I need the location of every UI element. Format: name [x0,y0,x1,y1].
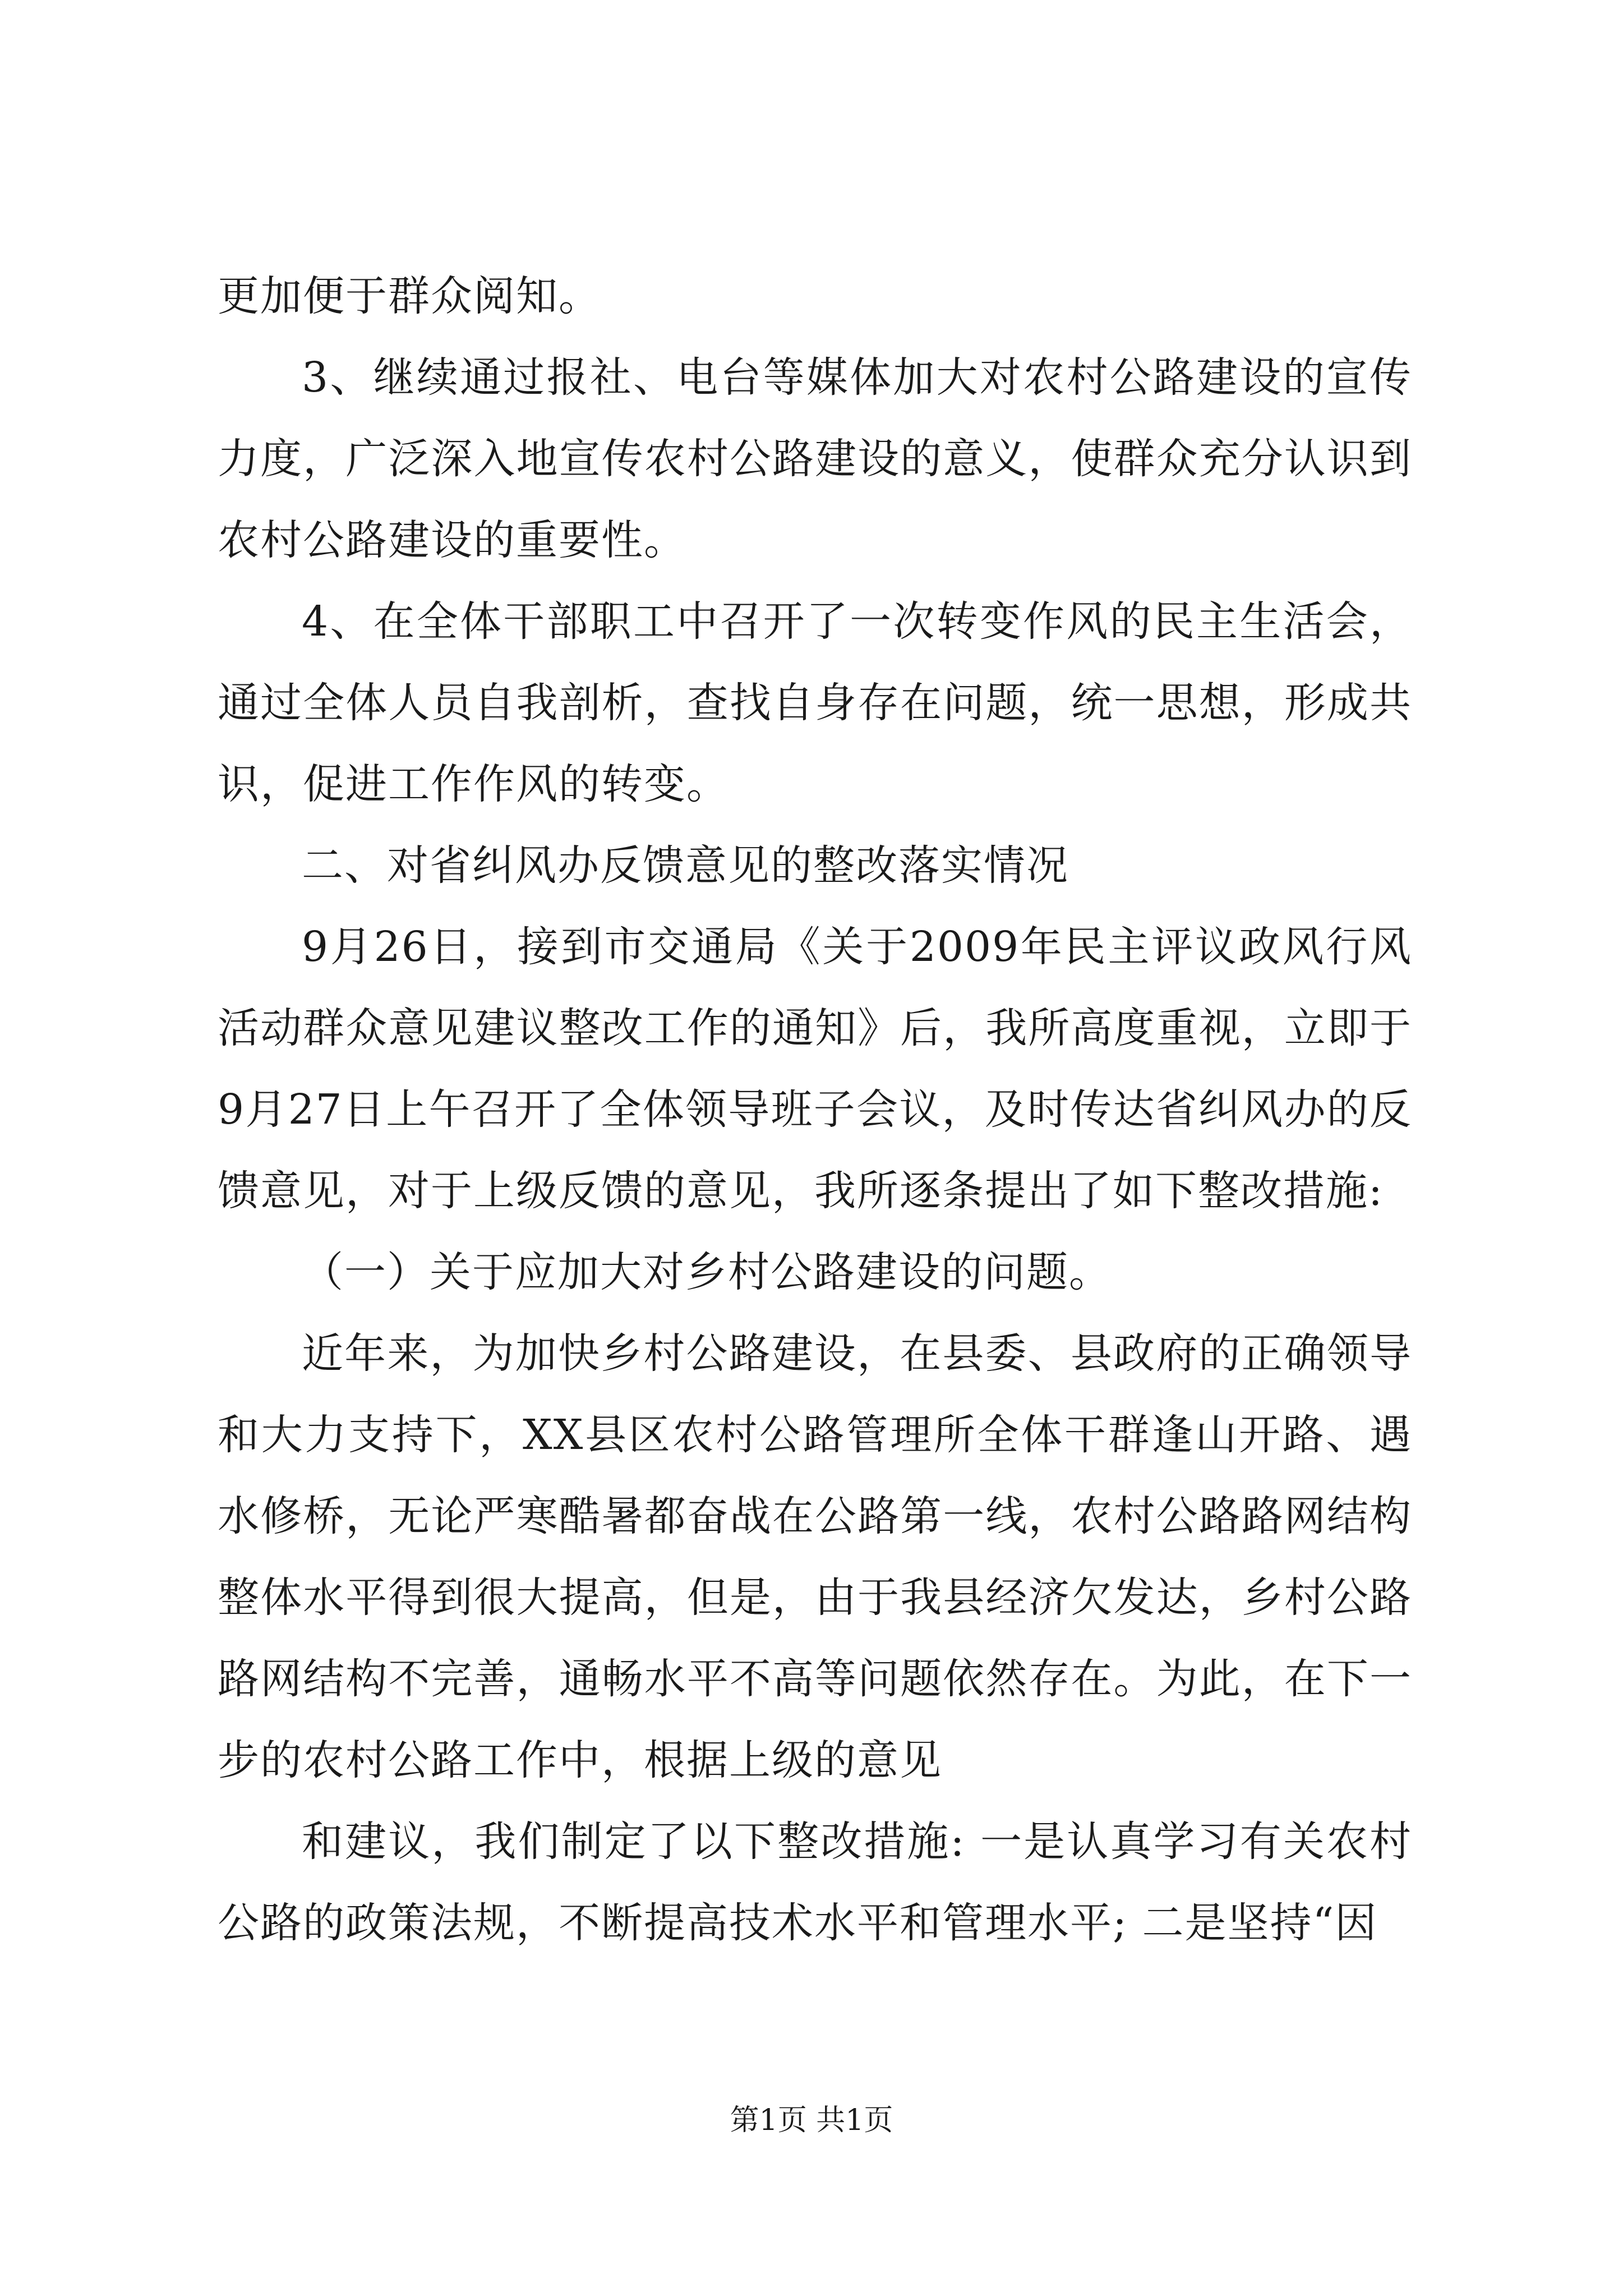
subsection-heading: （一）关于应加大对乡村公路建设的问题。 [302,1248,1112,1296]
page-footer: 第1页 共1页 [730,2104,893,2137]
paragraph-continuation: 更加便于群众阅知。 [218,272,601,320]
paragraph-item-3: 3、继续通过报社、电台等媒体加大对农村公路建设的宣传力度，广泛深入地宣传农村公路建设的意义，使群众充分认识到农村公路建设的重要性。 [218,353,1412,564]
paragraph-measures: 和建议，我们制定了以下整改措施: 一是认真学习有关农村公路的政策法规，不断提高技术水平和管理水平; 二是坚持“因 [218,1818,1412,1947]
document-body [218,256,1412,1964]
paragraph-recent-years: 近年来，为加快乡村公路建设，在县委、县政府的正确领导和大力支持下，XX县区农村公路管理所全体干群逢山开路、遇水修桥，无论严寒酷暑都奋战在公路第一线，农村公路路网结构整体水平得到很大提高，但是，由于我县经济欠发达，乡村公路路网结构不完善，通畅水平不高等问题依然存在。为此，在下一步的农村公路工作中，根据上级的意见 [218,1329,1412,1784]
paragraph-notice: 9月26日，接到市交通局《关于2009年民主评议政风行风活动群众意见建议整改工作的通知》后，我所高度重视，立即于9月27日上午召开了全体领导班子会议，及时传达省纠风办的反馈意见，对于上级反馈的意见，我所逐条提出了如下整改措施: [218,923,1412,1215]
section-heading: 二、对省纠风办反馈意见的整改落实情况 [302,841,1069,890]
paragraph-item-4: 4、在全体干部职工中召开了一次转变作风的民主生活会，通过全体人员自我剖析，查找自身存在问题，统一思想，形成共识，促进工作作风的转变。 [218,597,1412,808]
